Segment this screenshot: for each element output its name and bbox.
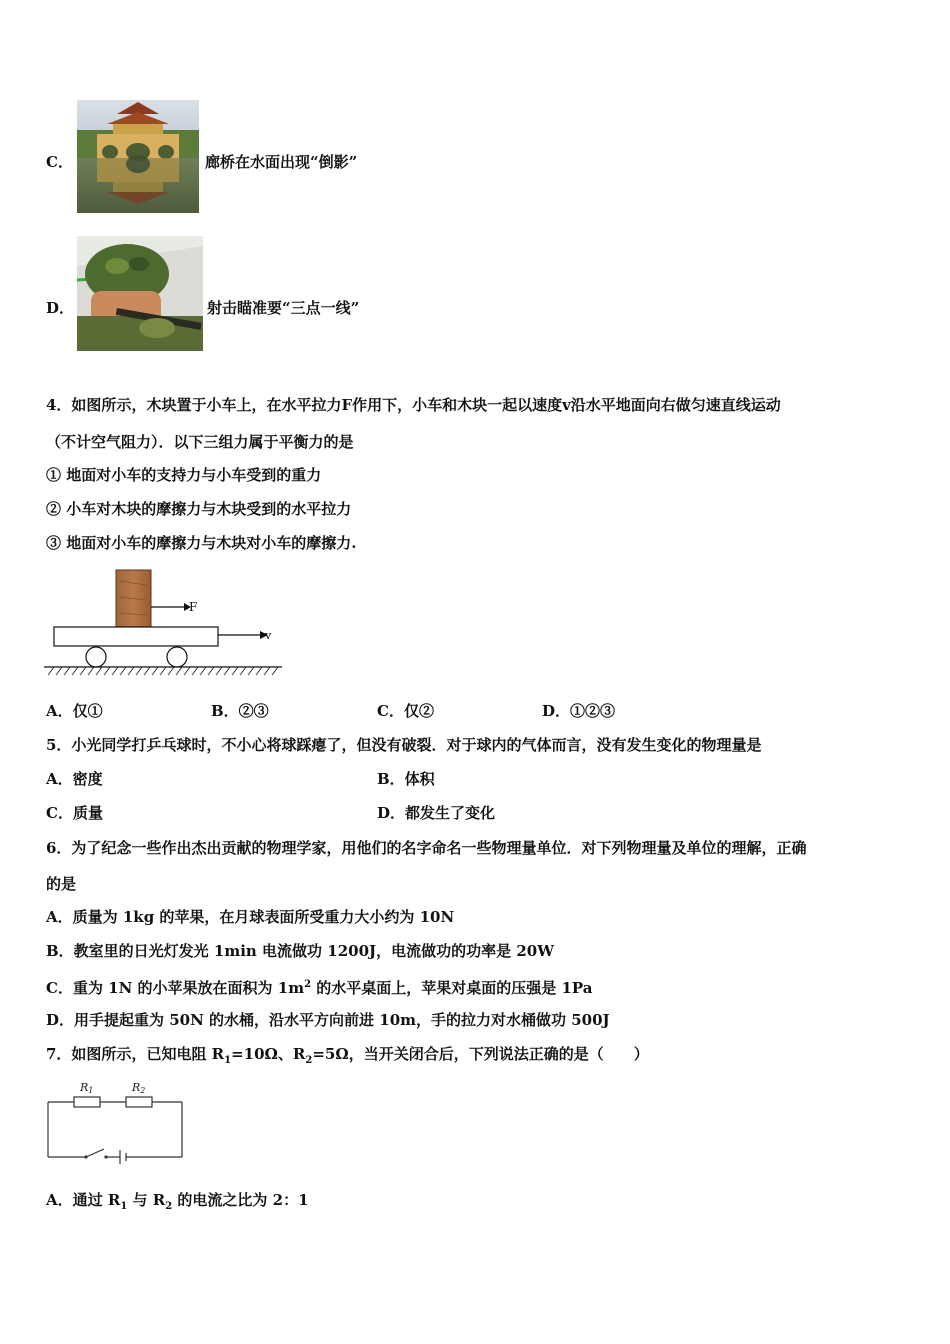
option-d-letter: D．: [46, 299, 75, 317]
left-wheel: [86, 647, 106, 667]
pavilion-bridge-reflection-photo: [77, 100, 199, 213]
q7-option-a: A．通过 $R_1$ 与 $R_2$ 的电流之比为 2：1: [46, 1191, 309, 1212]
switch: [86, 1149, 104, 1157]
q4-item-2: ② 小车对木块的摩擦力与木块受到的水平拉力: [46, 500, 352, 518]
resistor-r2: [126, 1097, 152, 1107]
q4-item-1: ① 地面对小车的支持力与小车受到的重力: [46, 466, 322, 484]
q6-option-d: D．用手提起重为 50N 的水桶，沿水平方向前进 10m，手的拉力对水桶做功 500J: [46, 1011, 610, 1029]
q4-stem-line2: （不计空气阻力）．以下三组力属于平衡力的是: [46, 433, 354, 451]
q6-option-a: A．质量为 1kg 的苹果，在月球表面所受重力大小约为 10N: [46, 908, 455, 926]
q6-stem-line1: 6．为了纪念一些作出杰出贡献的物理学家，用他们的名字命名一些物理量单位．对下列物理量及单位的理解，正确: [46, 839, 807, 857]
q6-option-b: B．教室里的日光灯发光 1min 电流做功 1200J，电流做功的功率是 20W: [46, 942, 555, 960]
cart-block-figure: [40, 563, 290, 681]
q6-stem-line2: 的是: [46, 875, 77, 893]
force-label: F: [189, 600, 198, 614]
resistor-r1: [74, 1097, 100, 1107]
q5-option-b: B．体积: [377, 770, 435, 788]
r1-label: R: [80, 1081, 89, 1094]
cart-body: [54, 627, 218, 646]
q4-item-3: ③ 地面对小车的摩擦力与木块对小车的摩擦力.: [46, 534, 357, 552]
q7-stem: 7．如图所示，已知电阻 $R_1=10\Omega$、$R_2=5\Omega$，当开关闭合后，下列说法正确的是（ ）: [46, 1045, 649, 1066]
q5-option-d: D．都发生了变化: [377, 804, 496, 822]
q5-stem: 5．小光同学打乒乓球时，不小心将球踩瘪了，但没有破裂．对于球内的气体而言，没有发生变化的物理量是: [46, 736, 762, 754]
q4-option-d: D．①②③: [542, 702, 616, 720]
q6-option-c: C．重为 1N 的小苹果放在面积为 $1m^2$ 的水平桌面上，苹果对桌面的压强是 1Pa: [46, 979, 593, 997]
circuit-diagram: [44, 1077, 189, 1169]
q4-option-c: C．仅②: [377, 702, 434, 720]
svg-text:R1: R1: [80, 1081, 94, 1095]
option-c-letter: C．: [46, 153, 73, 171]
q5-option-a: A．密度: [46, 770, 103, 788]
r2-label: R: [132, 1081, 141, 1094]
option-c-text: 廊桥在水面出现“倒影”: [205, 153, 358, 171]
option-d-text: 射击瞄准要“三点一线”: [207, 299, 360, 317]
right-wheel: [167, 647, 187, 667]
svg-text:R2: R2: [132, 1081, 146, 1095]
q4-option-b: B．②③: [211, 702, 269, 720]
q5-option-c: C．质量: [46, 804, 103, 822]
q4-option-a: A．仅①: [46, 702, 103, 720]
q4-stem-line1: 4．如图所示，木块置于小车上，在水平拉力F作用下，小车和木块一起以速度v沿水平地面向右做匀速直线运动: [46, 396, 781, 414]
velocity-label: v: [265, 629, 272, 642]
soldier-aiming-rifle-photo: [77, 236, 203, 351]
